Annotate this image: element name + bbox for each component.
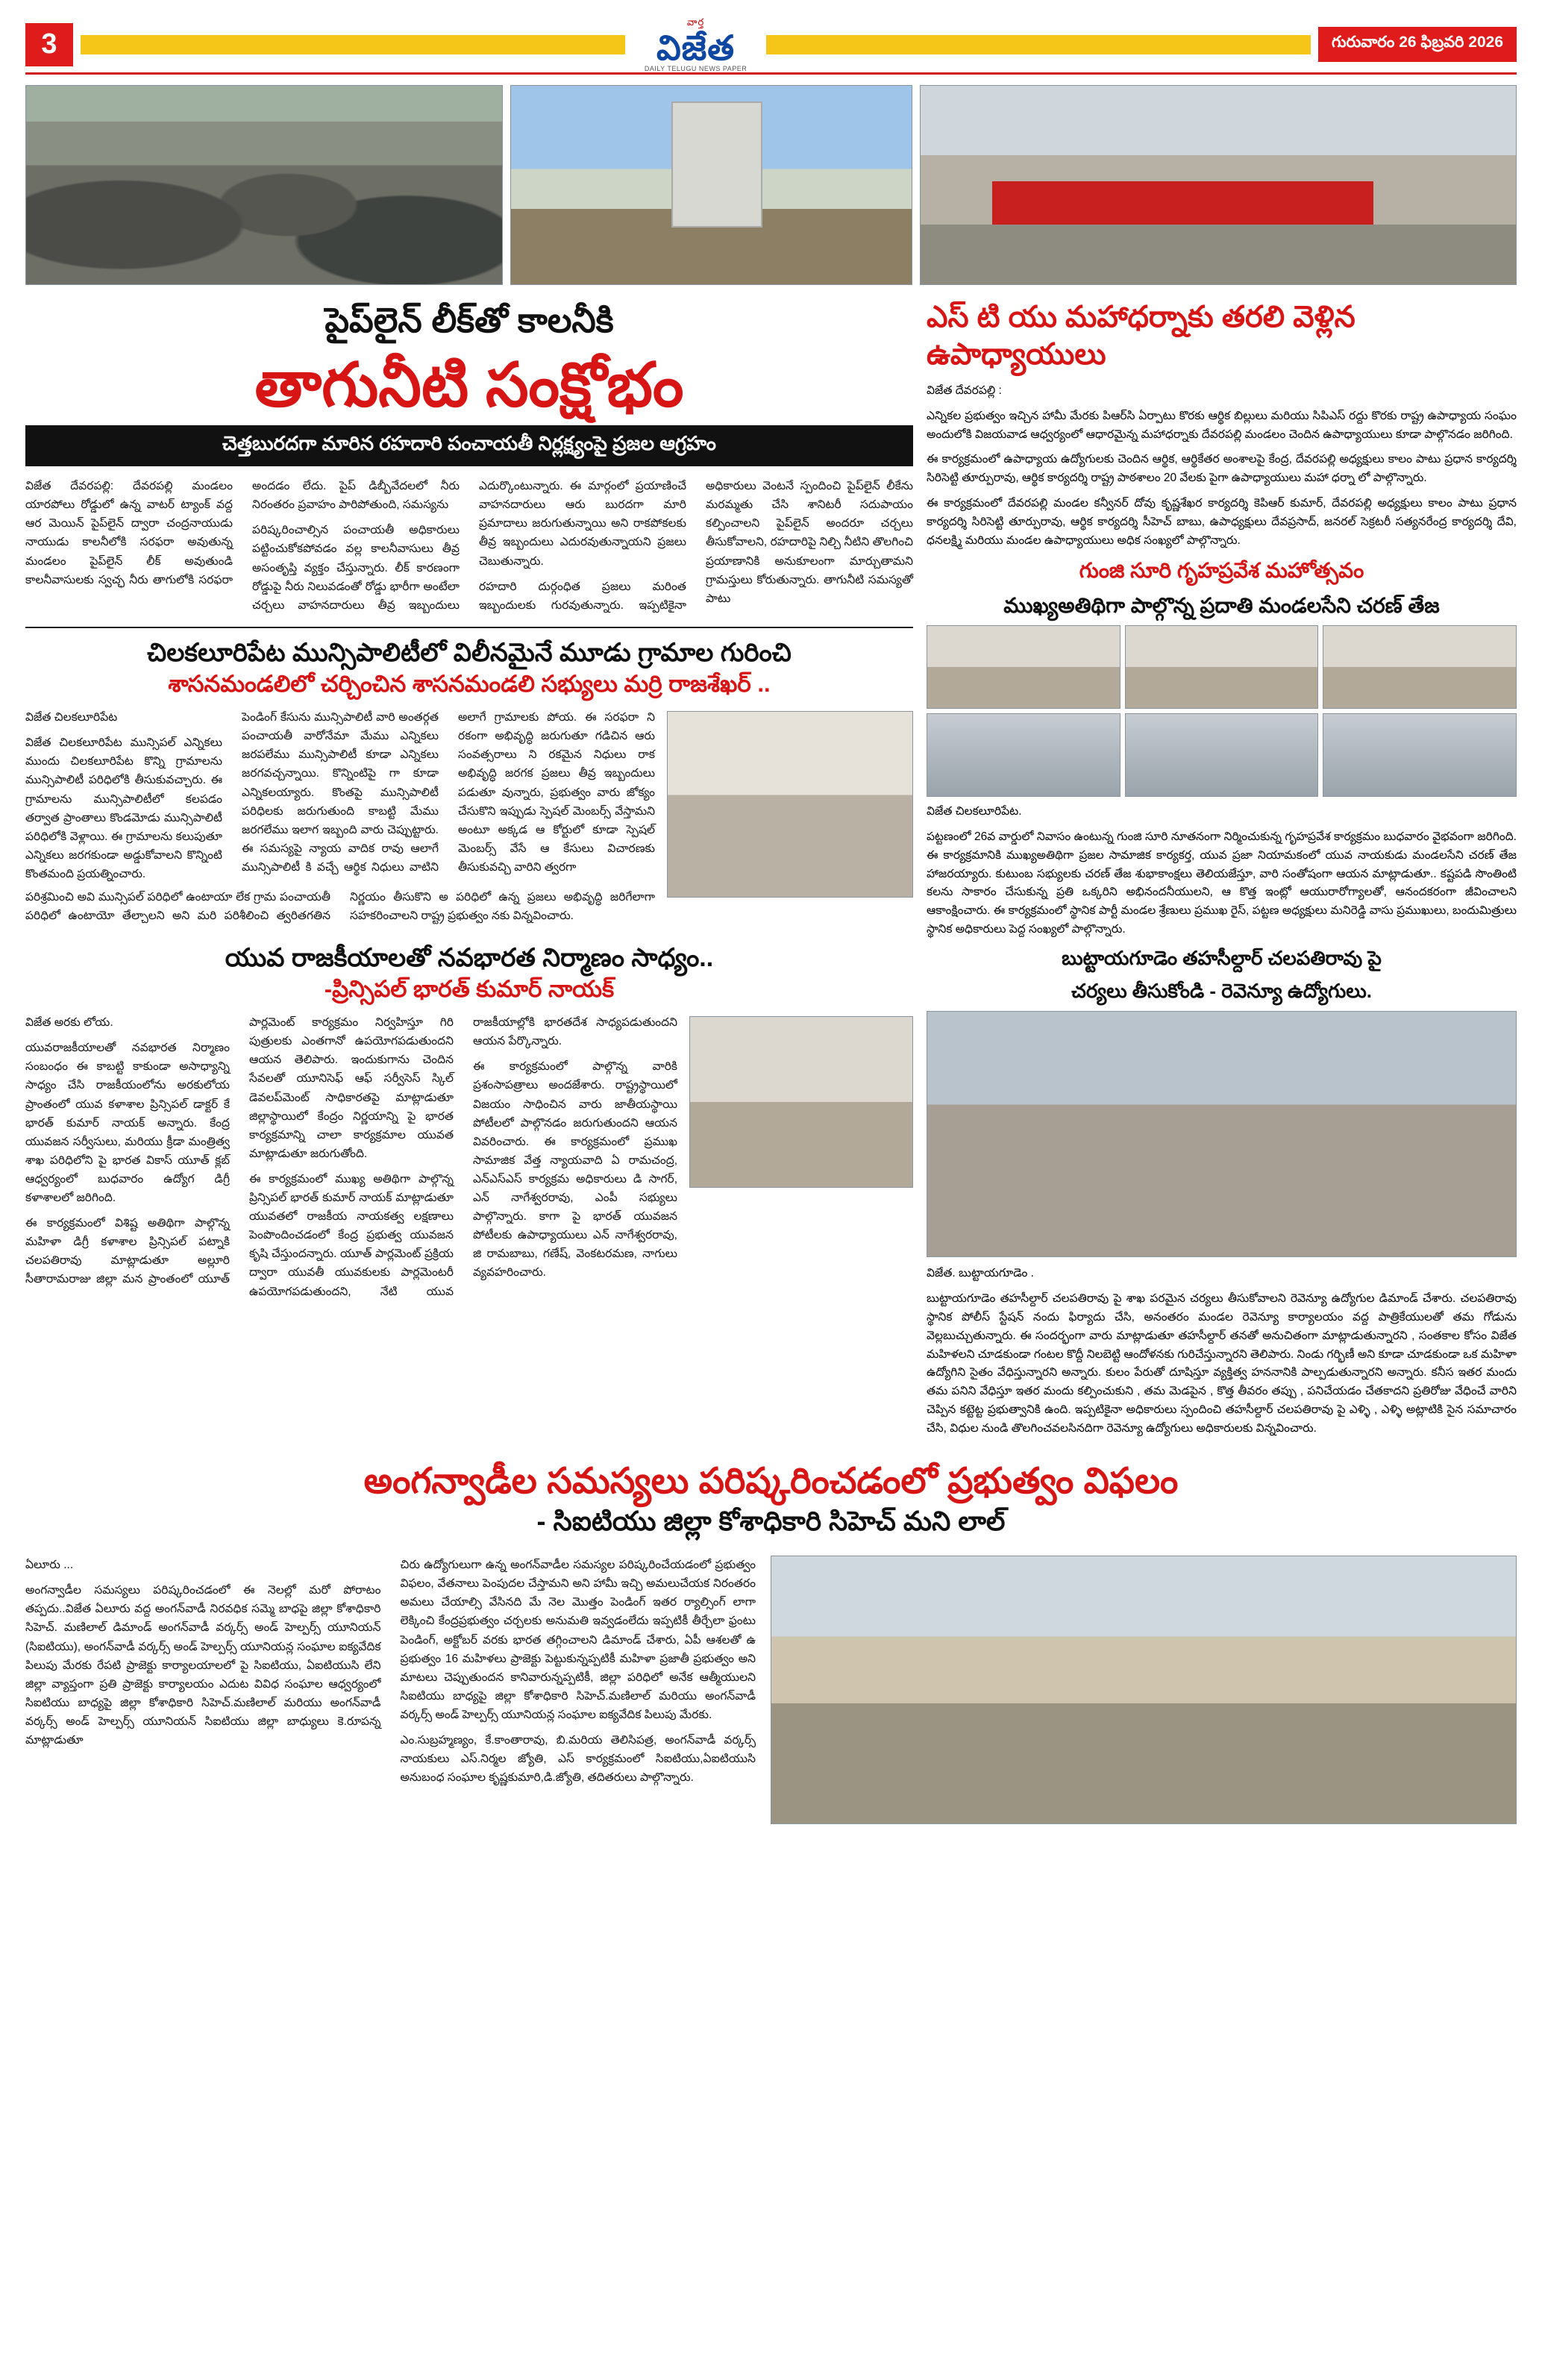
anganwadi-headline: అంగన్వాడీల సమస్యలు పరిష్కరించడంలో ప్రభుత్వం విఫలం	[363, 1461, 1179, 1501]
anganwadi-para-2: చిరు ఉద్యోగులుగా ఉన్న అంగన్‌వాడీల సమస్యల పరిష్కరించేయడంలో ప్రభుత్వం విఫలం, వేతనాలు పెంపుదల చేస్తామని అని హామీ ఇచ్చి అమలుచేయక నిరంతరం అమలు చేయాల్సి వేసినది మే నెల మొత్తం పెండింగ్ ఇతర ర్యాల్సింగ్ లాగా లెక్కించి కేంద్రప్రభుత్వం చర్చలకు అనుమతి ఇవ్వడంలేదు ఇప్పటికీ తీర్చేలా ఫ్రంటు పెండింగ్, అక్టోబర్ వరకు భారత తగ్గించాలని డిమాండ్ చేశారు, ఏపీ ఆశలతో ఉ ప్రభుత్వం 16 మహిళలు ప్రాజెక్టు పెట్టుకున్నప్పటికీ మహిళా ప్రజాతీ ప్రభుత్వం అని మాటలు చెప్పుతుందన కానివారున్నప్పటికీ, జిల్లా పరిధిలో అనేక ఆత్మీయులని సిఐటియు బాధ్యపై జిల్లా కోశాధికారి సిహెచ్.మణిలాల్ మరియు అంగన్‌వాడీ వర్కర్స్ అండ్ హెల్పర్స్ యూనియన్ల సంఘాల ఐక్యవేదిక పిలుపు మేరకు.	[400, 1559, 756, 1721]
photo-gunji-1	[927, 625, 1121, 709]
photo-gunji-4	[927, 713, 1121, 797]
publication-logo	[633, 16, 759, 72]
photo-anganwadi-strike	[771, 1556, 1517, 1824]
tahsildar-headline-line2: చర్యలు తీసుకోండి - రెవెన్యూ ఉద్యోగులు.	[1071, 979, 1372, 1002]
anganwadi-article	[25, 1556, 1517, 1824]
assembly-byline: విజేత చిలకలూరిపేట	[25, 711, 118, 724]
anganwadi-para-1: అంగన్వాడీల సమస్యలు పరిష్కరించడంలో ఈ నెలల్లో మరో పోరాటం తప్పదు..విజేత ఏలూరు వద్ద అంగన్‌వాడీ నిరవధిక సమ్మె బాధపై జిల్లా కోశాధికారి సిహెచ్. మణిలాల్ డిమాండ్ అంగన్‌వాడీ వర్కర్స్ అండ్ హెల్పర్స్ యూనియన్ (సిఐటియు), అంగన్‌వాడీ వర్కర్స్ అండ్ హెల్పర్స్ యూనియన్ల సంఘాల ఐక్యవేదిక పిలుపు మేరకు రేపటి ప్రాజెక్టు కార్యాలయాలలో పై సిఐటియు, ఏఐటియుసి లేని జిల్లా వ్యాప్తంగా ప్రతి ప్రాజెక్టు కార్యాలయం ఎదుట వివిధ సంఘాల ఆధ్వర్యంలో సిఐటియు బాధ్యపై జిల్లా కోశాధికారి సిహెచ్.మణిలాల్ మరియు అంగన్‌వాడీ వర్కర్స్ అండ్ హెల్పర్స్ యూనియన్ సిఐటియు జిల్లా బాధ్యులు కె.రూపన్న మాట్లాడుతూ	[25, 1584, 381, 1747]
anganwadi-byline: ఏలూరు ...	[25, 1559, 74, 1572]
right-column	[927, 297, 1517, 1445]
lead-para-3: రహదారి దుర్గంధిత ప్రజలు మరింత ఇబ్బందులకు గురవుతున్నారు. ఇప్పటికైనా అధికారులు వెంటనే స్పందించి పైప్‌లైన్ లీకేను మరమ్మతు చేసి శానిటరీ సదుపాయం కల్పించాలని పైప్‌లైన్ అందరూ చర్చలు తీసుకోవాలని, రహదారిపై నిల్చి నీటిని తొలగించి ప్రయాణానికి అనుకూలంగా మార్చుతామని గ్రామస్తులు కోరుతున్నారు. తాగునీటి సమస్యతో పాటు	[479, 480, 913, 612]
logo-main-text: విజేత	[656, 28, 736, 67]
lead-para-2: పరిష్కరించాల్సిన పంచాయతీ అధికారులు పట్టించుకోకపోవడం వల్ల కాలనీవాసులు తీవ్ర అసంతృప్తి వ్యక్తం చేస్తున్నారు. లీక్ కారణంగా రోడ్డుపై నీరు నిలువడంతో రోడ్డు భారీగా అంటేలా చర్చలు వాహనదారులు తీవ్ర ఇబ్బందులు ఎదుర్కొంటున్నారు. ఈ మార్గంలో ప్రయాణించే వాహనదారులు ఆరు బురదగా మారి ప్రమాదాలు జరుగుతున్నాయి అని రాకపోకలకు తీవ్ర ఇబ్బందులు ఎదురవుతున్నాయని ప్రజలు చెబుతున్నారు.	[252, 480, 686, 612]
principal-para-4: ఈ కార్యక్రమంలో పాల్గొన్న వారికి ప్రశంసాపత్రాలు అందజేశారు. రాష్ట్రస్థాయిలో విజయం సాధించిన వారు జాతీయస్థాయి పోటీలలో పాల్గొనడం జరుగుతుందని ఆయన వివరించారు. ఈ కార్యక్రమంలో ప్రముఖ సామాజిక వేత్త న్యాయవాది ఏ రామచంద్ర, ఎన్‌ఎస్‌ఎస్ కార్యక్రమ అధికారులు డి సాగర్, ఎన్ నాగేశ్వరరావు, ఎంపీ సభ్యులు పాల్గొన్నారు. కాగా పై భారత్ యువజన పోటీలకు ఉపాధ్యాయులు ఎన్ నాగేశ్వరరావు, జి రామబాబు, గణేష్, వెంకటరమణ, నాగులు వ్యవహరించారు.	[473, 1060, 677, 1280]
photo-revenue-protest	[927, 1011, 1517, 1257]
lead-para-1: విజేత దేవరపల్లి: దేవరపల్లి మండలం యారపోలు రోడ్డులో ఉన్న వాటర్ ట్యాంక్ వద్ద ఆర మెయిన్ పైప్‌లైన్ ద్వారా చంద్రనాయుడు నాయుడు కాలనీలోకి సరఫరా అవుతున్న మండలం పైప్‌లైన్ లీక్ అవుతుండి కాలనీవాసులకు స్వచ్ఛ నీరు తాగులోకి సరఫరా అందడం లేదు. పైప్ డిబ్బీవేదలలో నీరు నిరంతరం ప్రవాహం పారిపోతుంది, సమస్యను	[25, 480, 460, 586]
lead-body	[25, 477, 913, 615]
gunji-para-1: పట్టణంలో 26వ వార్డులో నివాసం ఉంటున్న గుంజి సూరి నూతనంగా నిర్మించుకున్న గృహప్రవేశ కార్యక్రమం బుధవారం వైభవంగా జరిగింది. ఈ కార్యక్రమానికి ముఖ్యఅతిథిగా ప్రజల సామాజిక కార్యకర్త, యువ ప్రజా నియామకంలో యువ నాయకుడు మండలసేని చరణ్ తేజ హాజరయ్యారు. కుటుంబ సభ్యులకు చరణ్ తేజ శుభాకాంక్షలు తెలియజేస్తూ, వారి సంతోషంగా ఆయన మాట్లాడుతూ.. కష్టపడి సొంతింటి కలను సాకారం చేసుకున్న ప్రతి ఒక్కరిని అభినందనీయులని, ఆ కొత్త ఇంట్లో ఆయురారోగ్యాలతో, ఆనందకరంగా జీవించాలని ఆకాంక్షించారు. ఈ కార్యక్రమంలో స్థానిక పార్టీ మండల శ్రేణులు ప్రముఖ రైస్, పట్టణ అధ్యక్షులు మనిరెడ్డి వాసు ప్రముఖులు, బందుమిత్రులు స్థానిక అధికారులు పెద్ద సంఖ్యలో పాల్గొన్నారు.	[927, 830, 1517, 936]
photo-water-tank	[510, 85, 913, 285]
stu-para-1: ఎన్నికల ప్రభుత్వం ఇచ్చిన హామీ మేరకు పిఆర్‌సి ఏర్పాటు కొరకు ఆర్థిక బిల్లులు మరియు సిపిఎస్ రద్దు కొరకు రాష్ట్ర ఉపాధ్యాయ సంఘం అందులోకి విజయవాడ ఆధ్వర్యంలో ఆధారమైన్న మహాధర్నాకు దేవరపల్లి మండలం చెందిన ఉపాధ్యాయులు కూడా పాల్గొనడం జరిగింది.	[927, 409, 1517, 441]
stu-para-3: ఈ కార్యక్రమంలో దేవరపల్లి మండల కన్వీనర్ దోవు కృష్ణశేఖర కార్యదర్శి కెపిఆర్ కుమార్, దేవరపల్లి అధ్యక్షులు కాలం పాటు ప్రధాన కార్యదర్శి సిరిసెట్టి తూర్పురావు, ఆర్థిక కార్యదర్శి సీహెచ్ బాబు, ఉపాధ్యక్షులు దేవప్రసాద్, జనరల్ సెక్రటరీ సత్యనరేంద్ర కార్యదర్శి దేవి, ధనలక్ష్మి మరియు మండల ఉపాధ్యాయులు అధిక సంఖ్యలో పాల్గొన్నారు.	[927, 496, 1517, 547]
tahsildar-headline-line1: బుట్టాయగూడెం తహసీల్దార్ చలపతిరావు పై	[1062, 946, 1382, 969]
page-number: 3	[25, 23, 73, 66]
photo-gunji-5	[1125, 713, 1319, 797]
gunji-byline: విజేత చిలకలూరిపేట.	[927, 805, 1022, 818]
masthead-bar-right	[766, 35, 1311, 54]
photo-principal-event	[689, 1016, 913, 1188]
principal-para-2: ఈ కార్యక్రమంలో విశిష్ట అతిథిగా పాల్గొన్న మహిళా డిగ్రీ కళాశాల ప్రిన్సిపల్ పట్నాకి చలపతిరావు మాట్లాడుతూ అల్లూరి సీతారామరాజు జిల్లా మన ప్రాంతంలో యూత్ పార్లమెంట్ కార్యక్రమం నిర్వహిస్తూ గిరి పుత్రులకు ఎంతగానో ఉపయోగపడుతుందని ఆయన తెలిపారు. ఇందుకుగాను చెందిన సేవలతో యూనిసెఫ్ ఆఫ్ సర్వీసెస్ స్కిల్ డెవలప్‌మెంట్ సాధికారతపై మాట్లాడుతూ జిల్లాస్థాయిలో కేంద్రం నిర్ణయాన్ని పై భారత కార్యక్రమాన్ని చాలా కార్యక్రమాల యువత మాట్లాడుతూ జరుగుతోంది.	[25, 1016, 454, 1286]
photo-assembly-mlc	[667, 711, 913, 898]
lead-kicker: పైప్‌లైన్ లీక్‌తో కాలనీకి	[325, 301, 614, 339]
principal-para-3: ఈ కార్యక్రమంలో ముఖ్య అతిథిగా పాల్గొన్న ప్రిన్సిపల్ భారత్ కుమార్ నాయక్ మాట్లాడుతూ యువతలో రాజకీయ నాయకత్వ లక్షణాలు పెంపొందించడంలో కేంద్ర ప్రభుత్వ యువజన కృషి చేస్తుందన్నారు. యూత్ పార్లమెంట్ ప్రక్రియ ద్వారా యువతీ యువకులకు పార్లమెంటరీ ఉపయోగపడుతుందని, నేటి యువ రాజకీయాల్లోకి భారతదేశ సాధ్యపడుతుందని ఆయన పేర్కొన్నారు.	[249, 1016, 677, 1298]
assembly-para-1: విజేత చిలకలూరిపేట మున్సిపల్ ఎన్నికలు ముందు చిలకలూరిపేట కొన్ని గ్రామాలను మున్సిపాలిటీ పరిధిలోకి తీసుకువచ్చారు. ఈ గ్రామాలను మున్సిపాలిటీలో కలపడం తర్వాత ప్రాంతాలు కొండమోడు మున్సిపాలిటీ పరిధిలోకి వెళ్లాయి. ఈ గ్రామాలను కలుపుతూ ఎన్నికలు జరగకుండా అడ్డుకోవాలని కొన్నింటి కొంతమంది ప్రయత్నించారు.	[25, 736, 222, 880]
anganwadi-text	[25, 1556, 756, 1824]
tahsildar-byline: విజేత. బుట్టాయగూడెం .	[927, 1267, 1034, 1280]
page-columns	[25, 297, 1517, 1445]
top-photo-strip	[25, 85, 1517, 285]
photo-gunji-6	[1323, 713, 1517, 797]
principal-para-1: యువరాజకీయాలతో నవభారత నిర్మాణం సంబంధం ఈ కాబట్టి కాకుండా అసాధ్యాన్ని సాధ్యం చేసి రాజకీయంలోను అరకులోయ ప్రాంతంలో యువ కళాశాల ప్రిన్సిపల్ డాక్టర్ కే భారత్ కుమార్ నాయక్ అన్నారు. కేంద్ర యువజన సర్వీసులు, మరియు క్రీడా మంత్రిత్వ శాఖ పరిధిలోని పై భారత వికాస్ యూత్ క్లబ్ ఆధ్వర్యంలో బుధవారం ఉద్యోగ డిగ్రీ కళాశాలలో జరిగింది.	[25, 1042, 230, 1205]
stu-para-2: ఈ కార్యక్రమంలో ఉపాధ్యాయ ఉద్యోగులకు చెందిన ఆర్థిక, ఆర్థికేతర అంశాలపై కేంద్ర, దేవరపల్లి అధ్యక్షులు కాలం పాటు ప్రధాన కార్యదర్శి సిరిసెట్టి తూర్పురావు, ఆర్థిక కార్యదర్శి రాష్ట్ర పాఠశాలం 20 వేలకు పైగా ఉపాధ్యాయులు మహా ధర్నా లో పాల్గొన్నారు.	[927, 453, 1517, 485]
gunji-article	[927, 625, 1517, 939]
lead-headline: తాగునీటి సంక్షోభం	[254, 351, 684, 419]
assembly-headline-line1: చిలకలూరిపేట మున్సిపాలిటీలో విలీనమైనే మూడు గ్రామాల గురించి	[147, 638, 792, 667]
anganwadi-body	[25, 1556, 756, 1787]
gunji-headline-line2: ముఖ్యఅతిథిగా పాల్గొన్న ప్రదాతి మండలసేని చరణ్ తేజ	[1003, 593, 1440, 617]
lead-strapline: చెత్తబురదగా మారిన రహదారి పంచాయతీ నిర్లక్ష్యంపై ప్రజల ఆగ్రహం	[25, 425, 913, 466]
assembly-para-2: పెండింగ్ కేసును మున్సిపాలిటీ వారి అంతర్గత పంచాయతీ వారోనేమా మేము ఎన్నికలు జరపలేము మున్సిపాలిటీ కూడా ఎన్నికలు జరగవచ్చన్నాయి. కొన్నింటిపై గా కూడా ఎన్నికలయ్యారు. కొంతపై మున్సిపాలిటీ పరిధిలకు జరుగుతుంది కాబట్టి మేము జరగలేము ఇలాగ ఇబ్బంది వారు చెప్పుట్టారు. ఈ సమస్యపై న్యాయ వాదిక రావు ఆలాగే మున్సిపాలిటీ కి వచ్చే ఆర్థిక నిధులు వాటిని అలాగే గ్రామాలకు పోయ. ఈ సరఫరా ని రకంగా అభివృద్ధి జరుగుతూ గడిచిన ఆరు సంవత్సరాలు ని రకమైన నిధులు రాక అభివృద్ధి జరగక ప్రజలు తీవ్ర ఇబ్బందులు పడుతూ వున్నారు, ప్రభుత్వం వారు జోక్యం చేసుకొని ఇప్పుడు స్పెషల్ మెంబర్స్ వేస్తామని అంటూ అక్కడ ఆ కోర్టులో కూడా స్పెషల్ మెంబర్స్ వేసే ఆ కేసులు విచారణకు తీసుకువచ్చి వారిని త్వరగా	[242, 711, 655, 874]
photo-gunji-2	[1125, 625, 1319, 709]
principal-article	[25, 1013, 913, 1301]
photo-stu-rally	[920, 85, 1517, 285]
principal-headline-line1: యువ రాజకీయాలతో నవభారత నిర్మాణం సాధ్యం..	[225, 943, 714, 972]
masthead-date: గురువారం 26 ఫిబ్రవరి 2026	[1318, 27, 1517, 62]
gunji-body	[927, 803, 1517, 939]
assembly-article	[25, 708, 913, 929]
gunji-photo-grid	[927, 625, 1517, 797]
photo-gunji-3	[1323, 625, 1517, 709]
photo-damaged-road	[25, 85, 503, 285]
assembly-photo-caption-wrap	[25, 888, 655, 929]
stu-headline: ఎస్ టి యు మహాధర్నాకు తరలి వెళ్లిన ఉపాధ్యాయులు	[927, 301, 1355, 371]
assembly-body	[25, 708, 655, 883]
masthead	[25, 16, 1517, 75]
stu-body	[927, 382, 1517, 550]
principal-byline: విజేత అరకు లోయ.	[25, 1016, 113, 1030]
masthead-bar-left	[81, 35, 625, 54]
stu-byline: విజేత దేవరపల్లి :	[927, 384, 1002, 397]
assembly-photo-caption: పరిశ్రమించి అవి మున్సిపల్ పరిధిలో ఉంటాయా లేక గ్రామ పంచాయతీ పరిధిలో ఉంటాయో తేల్చాలని అని మరి పరిశీలించి త్వరితగతిన నిర్ణయం తీసుకొని అ పరిధిలో ఉన్న ప్రజలు అభివృద్ధి జరిగేలాగా సహకరించాలని రాష్ట్ర ప్రభుత్వం నకు విన్నవించారు.	[25, 891, 655, 923]
gunji-headline-line1: గుంజి సూరి గృహప్రవేశ మహోత్సవం	[1079, 559, 1364, 583]
principal-headline-line2: -ప్రిన్సిపల్ భారత్ కుమార్ నాయక్	[324, 976, 615, 1003]
tahsildar-para-1: బుట్టాయగూడెం తహసీల్దార్ చలపతిరావు పై శాఖ పరమైన చర్యలు తీసుకోవాలని రెవెన్యూ ఉద్యోగుల డిమాండ్ చేశారు. చలపతిరావు స్థానిక పోలీస్ స్టేషన్ నందు ఫిర్యాదు చేసి, అనంతరం మండల రెవెన్యూ కార్యాలయం వద్ద పాత్రికేయులతో తమ గోడును వెల్లబుచ్చుతున్నారు. ఈ సందర్భంగా వారు మాట్లాడుతూ తహసీల్దార్ తనతో అనుచితంగా మాట్లాడుతున్నారని , సంతకాల కోసం విజేత మహిళలని చూడకుండా గంటల కొద్దీ నిలబెట్టి ఆందోళనకు గురిచేస్తున్నారని తెలిపారు. నిండు గర్భిణీ అని కూడా చూడకుండా ఒక మహిళా ఉద్యోగిని సైతం వేధిస్తున్నారని అన్నారు. కులం పేరుతో దూషిస్తూ వ్యక్తిత్వ హననానికి పాల్పడుతున్నారని అన్నారు. కనీస ఇతర మందు తమ పనిని వేధిస్తూ ఇతర మందు కల్పించుకుని , తమ మెడపైన , కొత్త తీవరం తప్పు , పనిచేయడం చేతకాదని ప్రతిరోజు వేధించే వారిని చెప్పిన కట్టెట్ట ప్రభుత్వానికి ఉంది. ఇప్పటికైనా అధికారులు స్పందించి తహసీల్దార్ చలపతిరావు పై ఎళ్ళి , ఎళ్ళి అట్లాటికి సైన సమాచారం చేసి, విధుల నుండి తొలగించవలసినదిగా రెవెన్యూ ఉద్యోగులు అధికారులకు విన్నవించారు.	[927, 1292, 1517, 1435]
logo-top-text: వార్త	[686, 16, 705, 28]
anganwadi-para-3: ఎం.సుబ్రహ్మణ్యం, కే.కాంతారావు, బి.మరియ తెలిసిపత్ర, అంగన్‌వాడీ వర్కర్స్ నాయకులు ఎస్.నిర్మల జ్యోతి, ఎస్ కార్యక్రమంలో సిఐటియు,ఏఐటియుసి అనుబంధ సంఘాల కృష్ణకుమారి,డి.జ్యోతి, తదితరులు పాల్గొన్నారు.	[400, 1734, 756, 1785]
logo-sub-text: DAILY TELUGU NEWS PAPER	[644, 65, 748, 72]
divider-1	[25, 627, 913, 628]
tahsildar-body	[927, 1265, 1517, 1438]
assembly-headline-line2: శాసనమండలిలో చర్చించిన శాసనమండలి సభ్యులు మర్రి రాజశేఖర్ ..	[168, 671, 771, 698]
principal-body	[25, 1013, 677, 1301]
main-column	[25, 297, 913, 1445]
anganwadi-subhead: - సిఐటియు జిల్లా కోశాధికారి సిహెచ్ మని లాల్	[536, 1506, 1006, 1537]
